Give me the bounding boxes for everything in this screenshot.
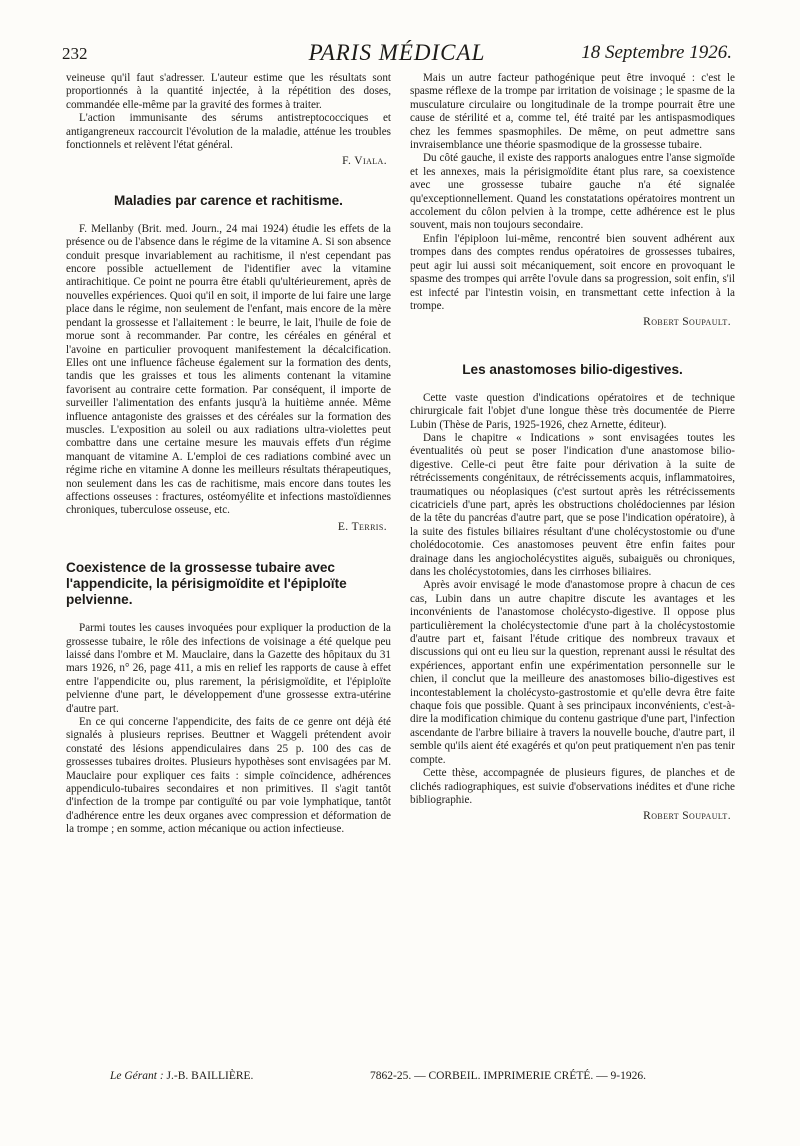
- intro-article-tail: [66, 72, 391, 169]
- article-paragraph: Après avoir envisagé le mode d'anastomose propre à chacun de ces cas, Lubin dans un autre chapitre discute les avantages et les inconvénients de l'anastomose cholécysto-digestive. Il oppose plus particulièrement la cholécystectomie d'une part à la cholécystostomie d'autre part et, faisant l'étude critique des nombreux travaux et discussions qui ont eu lieu sur la question, reprenant aussi le résultat des expériences, apportant enfin une expérimentation personnelle sur le chien, il conclut que la meilleure des anastomoses bilio-digestives est incontestablement la cholécysto-gastrostomie et qu'elle devra être faite chaque fois que possible. Quant à ses principaux inconvénients, c'est-à-dire la modification chimique du contenu gastrique d'une part, l'infection ascendante de l'arbre biliaire à travers la nouvelle bouche, d'autre part, il semble qu'ils aient été exagérés et qu'on peut pratiquement n'en pas tenir compte.: [410, 579, 735, 766]
- article-paragraph: F. Mellanby (Brit. med. Journ., 24 mai 1924) étudie les effets de la présence ou de l'absence dans le régime de la vitamine A. Si son absence conduit presque invariablement au rachitisme, il n'est cependant pas encore possible actuellement de l'identifier avec la vitamine antirachitique. Ce point ne pourra être établi qu'ultérieurement, après de nouvelles expériences. Quoi qu'il en soit, il importe de lui faire une large place dans le régime, non seulement de l'enfant, mais encore de la mère pendant la grossesse et l'allaitement : le beurre, le lait, l'huile de foie de morue sont à recommander. Par contre, les céréales en général et l'avoine en particulier provoquent manifestement la décalcification. Elles ont une influence fâcheuse également sur la formation des dents, tandis que les graisses et tous les aliments contenant la vitamine favorisent au contraire cette formation. Par conséquent, il importe de surveiller l'alimentation des enfants jusqu'à la huitième année. Même influence antagoniste des graisses et des céréales sur la formation des muscles. L'exposition au soleil ou aux radiations ultra-violettes peut combattre dans une certaine mesure les mauvais effets d'un régime manquant de vitamine A. L'emploi de ces radiations combiné avec un régime riche en vitamine A donne les meilleurs résultats thérapeutiques, non seulement dans les cas de rachitisme, mais encore dans toutes les affections osseuses : fractures, ostéomyélite et infections mastoïdiennes chroniques, tuberculose osseuse, etc.: [66, 222, 391, 517]
- article-paragraph: Mais un autre facteur pathogénique peut être invoqué : c'est le spasme réflexe de la trompe par irritation de voisinage ; le spasme de la musculature circulaire ou longitudinale de la trompe pourrait être une cause de stérilité et a, comme tel, été traité par les antispasmodiques chez les femmes spasmophiles. De même, on peut admettre sans invraisemblance une théorie spasmodique de la grossesse tubaire.: [410, 72, 735, 152]
- article-paragraph: En ce qui concerne l'appendicite, des faits de ce genre ont déjà été signalés à plusieurs reprises. Beuttner et Waggeli prétendent avoir constaté des lésions appendiculaires dans 25 p. 100 des cas de grossesses tubaires droites. Plusieurs hypothèses sont envisagées par M. Mauclaire pour expliquer ces faits : simple coïncidence, adhérences appendiculo-tubaires secondaires et non primitives. Il s'agit tantôt d'infection de la trompe par contiguïté ou par voie lymphatique, tantôt d'adhérence entre les deux organes avec compression et déformation de la trompe ; en somme, action mécanique ou action infectieuse.: [66, 716, 391, 836]
- left-column: [66, 72, 391, 1062]
- author-signature: F. Viala.: [342, 155, 387, 168]
- page-footer: [110, 1070, 730, 1088]
- article-paragraph: Dans le chapitre « Indications » sont envisagées toutes les éventualités où peut se poser l'indication d'une anastomose bilio-digestive. Celle-ci peut être faite pour dérivation à la suite de rétrécissements congénitaux, de rétrécissements acquis, inflammatoires, traumatiques ou néoplasiques (c'est surtout après les rétrécissements cicatriciels d'une part, après les obstructions cholédociennes par lésion de la tête du pancréas d'autre part, que se pose l'indication opératoire), à la suite des fistules biliaires résultant d'une cholécystostomie ou d'une cholédocotomie. Ces anastomoses peuvent être enfin faites pour drainage dans les angiocholécystites aiguës, subaiguës ou chroniques, dans les cholécystotomies, dans les cirrhoses biliaires.: [410, 431, 735, 578]
- right-column: [410, 72, 735, 1062]
- printer-line: 7862-25. — CORBEIL. IMPRIMERIE CRÉTÉ. — 9-1926.: [370, 1070, 646, 1082]
- manager-name: J.-B. BAILLIÈRE.: [166, 1070, 254, 1082]
- article-coexistence-continued: [410, 72, 735, 330]
- article-carence: [66, 193, 391, 534]
- article-paragraph: Cette thèse, accompagnée de plusieurs figures, de planches et de clichés radiographiques, est suivie d'observations inédites et d'une riche bibliographie.: [410, 767, 735, 806]
- manager-credit: [110, 1070, 253, 1082]
- article-paragraph: L'action immunisante des sérums antistreptococciques et antigangreneux raccourcit l'évolution de la maladie, atténue les troubles fonctionnels et relèvent l'état général.: [66, 112, 391, 152]
- article-paragraph: veineuse qu'il faut s'adresser. L'auteur estime que les résultats sont proportionnés à la quantité injectée, à la répétition des doses, commandée elle-même par la gravité des formes à traiter.: [66, 72, 391, 111]
- article-anastomoses: [410, 362, 735, 824]
- article-title: Les anastomoses bilio-digestives.: [462, 361, 683, 377]
- author-signature: Robert Soupault.: [643, 316, 731, 329]
- issue-date: 18 Septembre 1926.: [581, 42, 732, 63]
- author-signature: Robert Soupault.: [643, 810, 731, 823]
- page-number: 232: [62, 44, 88, 63]
- article-title: Coexistence de la grossesse tubaire avec l'appendicite, la périsigmoïdite et l'épiploïte pelvienne.: [66, 560, 347, 608]
- page-header: [62, 40, 732, 70]
- article-title: Maladies par carence et rachitisme.: [114, 192, 343, 208]
- article-paragraph: Parmi toutes les causes invoquées pour expliquer la production de la grossesse tubaire, le rôle des infections de voisinage a été quelque peu laissé dans l'ombre et M. Mauclaire, dans la Gazette des hôpitaux du 31 mars 1926, n° 26, page 411, a mis en relief les rapports de cause à effet entre l'appendicite ou, plus rarement, la périsigmoïdite, et l'épiploïte pelvienne d'une part, le développement d'une grossesse extra-utérine d'autre part.: [66, 622, 391, 715]
- article-coexistence: [66, 560, 391, 837]
- article-paragraph: Du côté gauche, il existe des rapports analogues entre l'anse sigmoïde et les annexes, mais la périsigmoïdite étant plus rare, sa coexistence avec une grossesse tubaire gauche n'a été signalée qu'exceptionnellement. Quand les constatations opératoires montrent un accolement du côlon pelvien à la trompe, cette adhérence est le plus souvent, mais non toujours secondaire.: [410, 152, 735, 232]
- manager-label: Le Gérant :: [110, 1070, 164, 1082]
- article-paragraph: Enfin l'épiploon lui-même, rencontré bien souvent adhérent aux trompes dans des comptes rendus opératoires de grossesses tubaires, peut agir lui aussi soit mécaniquement, soit encore en provoquant le spasme des trompes qui arrête l'ovule dans sa progression, soit enfin, s'il est infecté par l'intestin voisin, en transmettant cette infection à la trompe.: [410, 232, 735, 312]
- article-paragraph: Cette vaste question d'indications opératoires et de technique chirurgicale fait l'objet d'une longue thèse très documentée de Pierre Lubin (Thèse de Paris, 1925-1926, chez Arnette, éditeur).: [410, 391, 735, 431]
- journal-title: PARIS MÉDICAL: [308, 40, 486, 65]
- author-signature: E. Terris.: [337, 520, 387, 533]
